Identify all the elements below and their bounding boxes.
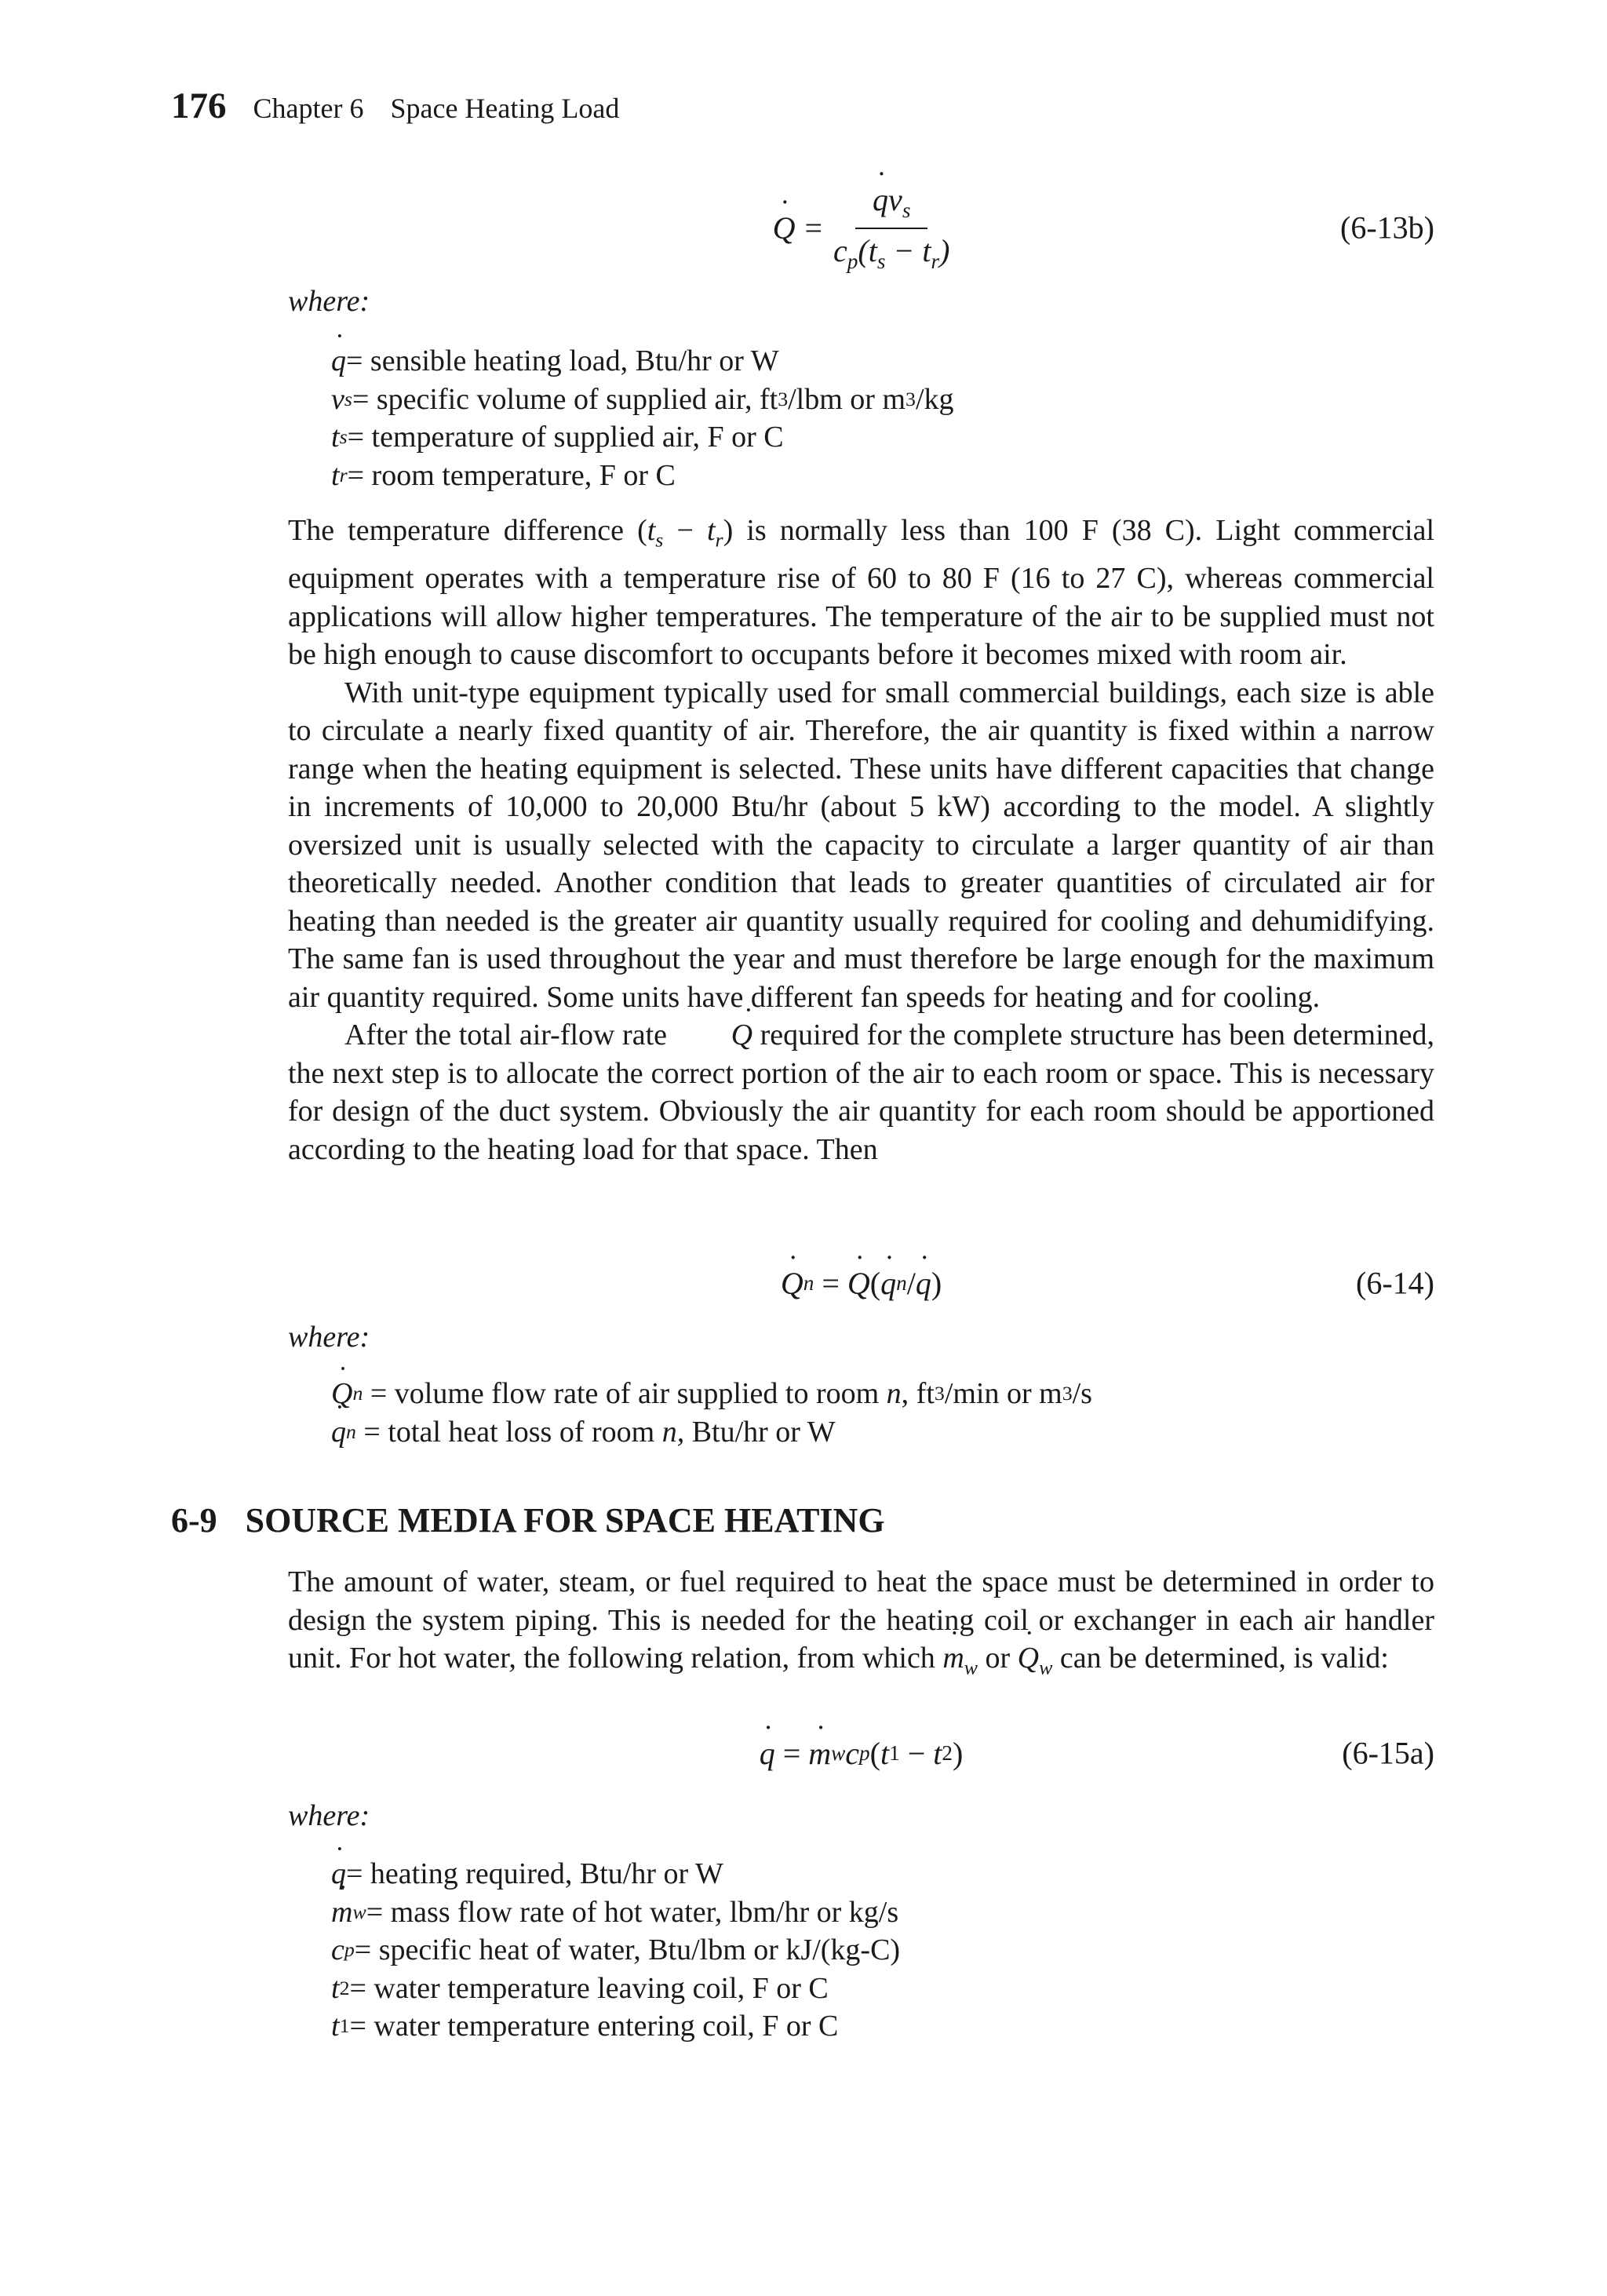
where-label: where: <box>288 285 370 318</box>
definitions-list <box>331 1375 1092 1451</box>
definition-item <box>331 1855 900 1893</box>
eq-q: ˙ q <box>873 181 888 218</box>
definition-item <box>331 1970 900 2008</box>
eq-c: c <box>845 1735 860 1771</box>
def-text: = room temperature, F or C <box>347 458 676 492</box>
def-symbol: ˙ q <box>331 342 346 381</box>
eq-c: c <box>833 233 847 268</box>
def-sup: 3 <box>934 1382 945 1405</box>
para-text: or <box>978 1642 1018 1675</box>
def-symbol: ˙ Q <box>331 1375 352 1413</box>
def-italic: n, <box>661 1415 685 1449</box>
eq-sub: n <box>803 1270 814 1295</box>
body-text-block <box>288 512 1434 1168</box>
para-sym: t <box>706 514 716 547</box>
section-number: 6-9 <box>171 1501 217 1540</box>
def-text: = specific heat of water, Btu/lbm or kJ/(kg-C) <box>354 1933 901 1966</box>
paragraph <box>288 1016 1434 1168</box>
def-sup: 3 <box>778 387 789 410</box>
definitions-list <box>331 342 954 494</box>
eq-close: ) <box>931 1265 942 1301</box>
definition-item <box>331 1413 1092 1452</box>
para-sym: t <box>647 514 656 547</box>
eq-equals: = <box>774 1735 809 1771</box>
paragraph <box>288 1563 1434 1687</box>
para-sub: s <box>655 528 664 552</box>
def-symbol: ˙ m <box>331 1893 352 1932</box>
definition-item <box>331 1375 1092 1413</box>
def-text: = sensible heating load, Btu/hr or W <box>346 344 779 377</box>
def-text: = mass flow rate of hot water, lbm/hr or kg/s <box>366 1895 899 1929</box>
def-subscript: s <box>339 425 348 448</box>
eq-q: ˙ Q <box>847 1265 870 1302</box>
definition-item <box>331 457 954 495</box>
equation-number: (6-14) <box>1356 1265 1434 1301</box>
para-sym: ˙ Q <box>675 1016 752 1055</box>
eq-q: ˙ q <box>880 1265 896 1302</box>
definition-item <box>331 418 954 457</box>
eq-t: t <box>880 1735 890 1771</box>
para-sub: w <box>964 1656 978 1679</box>
def-text: = volume flow rate of air supplied to room <box>363 1377 887 1410</box>
para-text: After the total air-flow rate <box>344 1019 675 1052</box>
def-text-mid: /min or m <box>944 1377 1062 1410</box>
eq-m: ˙ m <box>808 1735 831 1772</box>
eq-fraction <box>833 181 949 274</box>
eq-slash: / <box>906 1265 916 1301</box>
def-symbol: t <box>331 458 340 492</box>
def-sup: 3 <box>1062 1382 1073 1405</box>
para-text: can be determined, is valid: <box>1052 1642 1389 1675</box>
para-text: − <box>663 514 707 547</box>
definition-item <box>331 1931 900 1970</box>
eq-minus: − t <box>885 233 931 268</box>
def-subscript: p <box>344 1938 355 1961</box>
eq-close: ) <box>939 233 950 268</box>
paragraph: With unit-type equipment typically used for small commercial buildings, each size is able to circulate a nearly fixed quantity of air. Therefore, the air quantity is fixed within a narrow range when the heating equipment is selected. These units have different capacities that change in increments of 10,000 to 20,000 Btu/hr (about 5 kW) according to the model. A slightly oversized unit is usually selected with the capacity to circulate a larger quantity of air than theoretically needed. Another condition that leads to greater quantities of circulated air for heating than needed is the greater air quantity usually required for cooling and dehumidifying. The same fan is used throughout the year and must therefore be large enough for the maximum air quantity required. Some units have different fan speeds for heating and for cooling. <box>288 676 1434 1014</box>
def-subscript: r <box>339 463 348 487</box>
body-text-block <box>288 1563 1434 1687</box>
eq-q: ˙ Q <box>781 1265 804 1302</box>
eq-close: ) <box>952 1735 964 1771</box>
def-subscript: 2 <box>339 1976 350 1999</box>
eq-q: ˙ q <box>760 1735 775 1772</box>
where-label: where: <box>288 1321 370 1354</box>
section-title: SOURCE MEDIA FOR SPACE HEATING <box>245 1501 885 1540</box>
definition-item <box>331 381 954 419</box>
def-symbol: ˙ q <box>331 1855 346 1893</box>
para-sym: ˙ Q <box>1018 1639 1039 1678</box>
equation-6-13b <box>288 180 1434 275</box>
eq-open: (t <box>858 233 877 268</box>
eq-sub: w <box>831 1740 846 1765</box>
def-text-mid: , ft <box>901 1377 935 1410</box>
def-text: = water temperature entering coil, F or C <box>349 2010 839 2043</box>
def-symbol: c <box>331 1933 344 1966</box>
def-symbol: t <box>331 421 340 454</box>
def-symbol: ˙ q <box>331 1413 346 1452</box>
eq-numerator <box>855 181 927 229</box>
definition-item <box>331 342 954 381</box>
equation-6-14 <box>288 1252 1434 1314</box>
eq-sub: 2 <box>942 1740 953 1765</box>
def-text: = total heat loss of room <box>355 1415 662 1449</box>
paragraph <box>288 512 1434 674</box>
para-sym: ˙ m <box>942 1639 964 1678</box>
page-number: 176 <box>171 86 227 126</box>
definition-item <box>331 2007 900 2046</box>
def-text: = specific volume of supplied air, ft <box>352 382 778 416</box>
definitions-list <box>331 1855 900 2046</box>
def-text-end: /s <box>1072 1377 1092 1410</box>
eq-sub: n <box>896 1270 907 1295</box>
para-text: The temperature difference ( <box>288 514 647 547</box>
def-text: = temperature of supplied air, F or C <box>347 421 784 454</box>
def-subscript: w <box>352 1900 366 1923</box>
eq-ts-sub: s <box>876 250 886 273</box>
def-text-end: Btu/hr or W <box>684 1415 836 1449</box>
para-sub: w <box>1039 1656 1053 1679</box>
eq-open: ( <box>869 1735 880 1771</box>
eq-minus: − <box>899 1735 934 1771</box>
def-subscript: 1 <box>339 2014 350 2037</box>
equation-6-15a <box>288 1722 1434 1784</box>
eq-sub: p <box>859 1740 870 1765</box>
eq-q: ˙ q <box>916 1265 931 1302</box>
eq-c-sub: p <box>847 250 858 273</box>
eq-sub: 1 <box>889 1740 900 1765</box>
definition-item <box>331 1893 900 1932</box>
def-subscript: n <box>352 1382 363 1405</box>
eq-tr-sub: r <box>931 250 940 273</box>
def-symbol: t <box>331 2010 340 2043</box>
para-text: required for the complete structure has been determined, the next step is to allocate the correct portion of the air to each room or space. This is necessary for design of the duct system. Obviously the air quantity for each room should be apportioned according to the heating load for that space. Then <box>288 1019 1435 1166</box>
chapter-label: Chapter 6 <box>253 93 364 124</box>
def-symbol: t <box>331 1971 340 2005</box>
def-subscript: s <box>344 387 352 410</box>
section-heading <box>171 1500 885 1540</box>
para-text: The amount of water, steam, or fuel required to heat the space must be determined in order to design the system piping. This is needed for the heating coil or exchanger in each air handler unit. For hot water, the following relation, from which <box>288 1565 1434 1675</box>
para-sub: r <box>715 528 723 552</box>
def-sup: 3 <box>906 387 916 410</box>
chapter-title: Space Heating Load <box>390 93 620 124</box>
running-header <box>171 85 619 140</box>
equation-number: (6-13b) <box>1340 210 1434 246</box>
eq-equals: = <box>804 210 823 246</box>
eq-t: t <box>933 1735 942 1771</box>
eq-v-sub: s <box>902 199 911 222</box>
eq-lhs: ˙ Q <box>773 210 796 246</box>
eq-v: v <box>888 182 902 217</box>
def-subscript: n <box>346 1420 356 1443</box>
def-text-mid: /lbm or m <box>788 382 906 416</box>
eq-equals: = <box>814 1265 847 1301</box>
eq-open: ( <box>869 1265 881 1301</box>
def-text-end: /kg <box>915 382 954 416</box>
def-text: = heating required, Btu/hr or W <box>346 1857 723 1890</box>
para-text: ) is normally less than 100 F (38 C). Light commercial equipment operates with a temperature rise of 60 to 80 F (16 to 27 C), whereas commercial applications will allow higher temperatures. The temperature of the air to be supplied must not be high enough to cause discomfort to occupants before it becomes mixed with room air. <box>288 514 1434 672</box>
def-symbol: v <box>331 382 344 416</box>
eq-denominator <box>833 229 949 274</box>
def-text: = water temperature leaving coil, F or C <box>349 1971 829 2005</box>
def-italic: n <box>886 1377 902 1410</box>
equation-number: (6-15a) <box>1342 1735 1434 1771</box>
where-label: where: <box>288 1799 370 1832</box>
